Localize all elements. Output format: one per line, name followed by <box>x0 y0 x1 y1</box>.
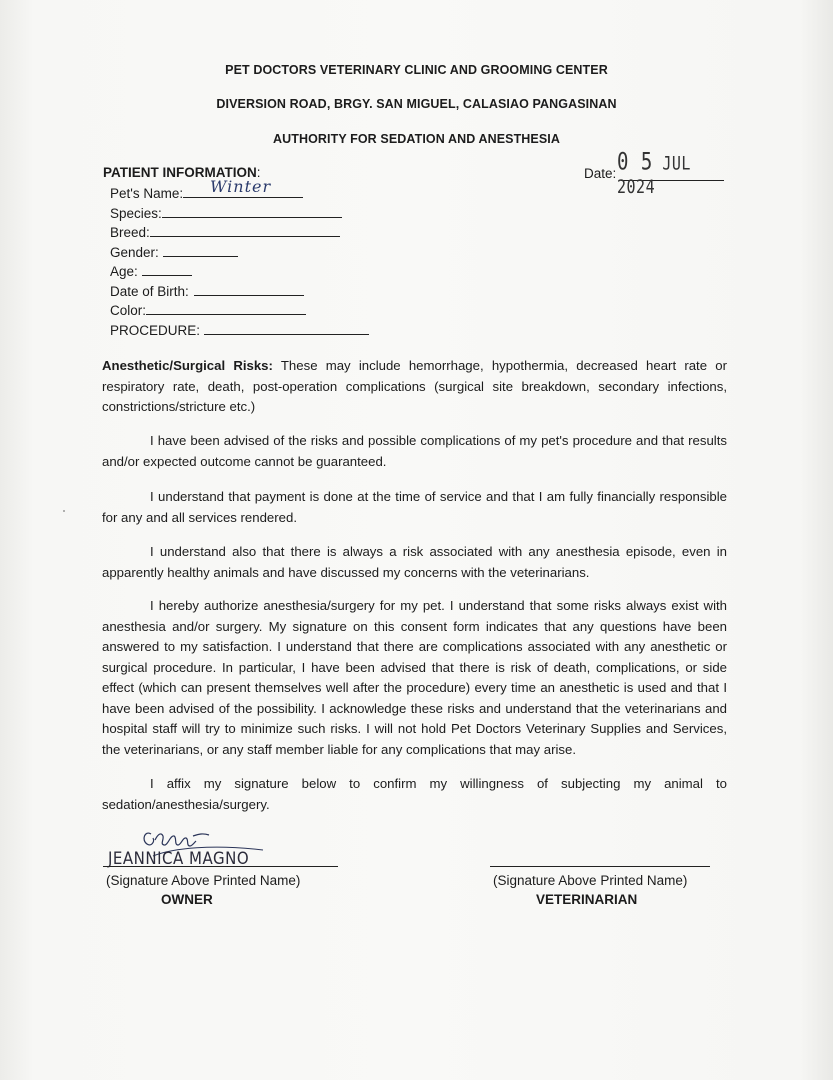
field-underline <box>194 282 304 296</box>
scan-speck <box>63 510 65 512</box>
field-underline <box>163 243 238 257</box>
field-label: Species: <box>110 206 162 221</box>
owner-role-label: OWNER <box>161 892 213 907</box>
field-color[interactable] <box>110 301 306 319</box>
clinic-name: PET DOCTORS VETERINARY CLINIC AND GROOMING CENTER <box>225 63 608 77</box>
veterinarian-signature-caption: (Signature Above Printed Name) <box>493 873 688 888</box>
risks-heading: Anesthetic/Surgical Risks: <box>102 358 273 373</box>
veterinarian-role-label: VETERINARIAN <box>536 892 638 907</box>
affirmation-paragraph: I affix my signature below to confirm my willingness of subjecting my animal to sedation/anesthesia/surgery. <box>102 776 727 812</box>
date-stamp-month: JUL <box>662 151 691 175</box>
date-label: Date: <box>584 166 617 181</box>
field-label: Age: <box>110 264 138 279</box>
field-pets-name[interactable] <box>110 184 303 202</box>
field-label: Color: <box>110 303 147 318</box>
anesthesia-risk-paragraph: I understand also that there is always a risk associated with any anesthesia episode, even in apparently healthy animals and have discussed my concerns with the veterinarians. <box>102 544 727 580</box>
date-field[interactable] <box>584 146 734 198</box>
advised-risks-paragraph: I have been advised of the risks and possible complications of my pet's procedure and that results and/or expected outcome cannot be guaranteed. <box>102 433 727 469</box>
date-stamp-year: 2024 <box>617 175 656 198</box>
veterinarian-signature-line[interactable] <box>490 866 710 867</box>
field-label: Pet's Name: <box>110 186 184 201</box>
owner-printed-name: JEANNICA MAGNO <box>108 847 250 869</box>
field-underline <box>204 321 369 335</box>
owner-signature-line[interactable] <box>103 866 338 867</box>
risks-text: These may include hemorrhage, hypothermia, decreased heart rate or respiratory rate, death, post-operation complications (surgical site breakdown, secondary infections, constrictions/stricture etc.) <box>102 358 727 414</box>
field-gender[interactable] <box>110 243 238 261</box>
field-breed[interactable] <box>110 223 340 241</box>
field-date-of-birth[interactable] <box>110 282 304 300</box>
authorization-paragraph: I hereby authorize anesthesia/surgery for my pet. I understand that some risks always exist with anesthesia and/or surgery. My signature on this consent form indicates that any questions have been answered to my satisfaction. I understand that there are complications associated with any anesthetic or surgical procedure. In particular, I have been advised that there is risk of death, complications, or side effect (which can present themselves well after the procedure) every time an anesthetic is used and that I have been advised of the possibility. I acknowledge these risks and understand that the veterinarians and hospital staff will try to minimize such risks. I will not hold Pet Doctors Veterinary Supplies and Services, the veterinarians, or any staff member liable for any complications that may arise. <box>102 598 727 757</box>
patient-information-colon: : <box>256 165 261 180</box>
field-label: Breed: <box>110 225 150 240</box>
field-underline <box>142 262 192 276</box>
field-underline <box>150 223 340 237</box>
form-title: AUTHORITY FOR SEDATION AND ANESTHESIA <box>272 132 561 146</box>
pets-name-handwritten-value: Winter <box>210 177 272 196</box>
field-species[interactable] <box>110 204 342 222</box>
date-stamp-day: 0 5 <box>617 148 653 176</box>
field-label: PROCEDURE: <box>110 323 201 338</box>
field-underline <box>146 301 306 315</box>
field-label: Gender: <box>110 245 159 260</box>
payment-paragraph: I understand that payment is done at the time of service and that I am fully financially responsible for any and all services rendered. <box>102 489 727 525</box>
field-age[interactable] <box>110 262 192 280</box>
owner-signature-caption: (Signature Above Printed Name) <box>106 873 301 888</box>
clinic-address: DIVERSION ROAD, BRGY. SAN MIGUEL, CALASIAO PANGASINAN <box>216 97 617 111</box>
field-procedure[interactable] <box>110 321 369 339</box>
patient-information-title: PATIENT INFORMATION <box>103 165 257 180</box>
date-stamp <box>617 148 734 198</box>
field-label: Date of Birth: <box>110 284 189 299</box>
field-underline <box>162 204 342 218</box>
anesthetic-risks-paragraph <box>102 356 727 418</box>
